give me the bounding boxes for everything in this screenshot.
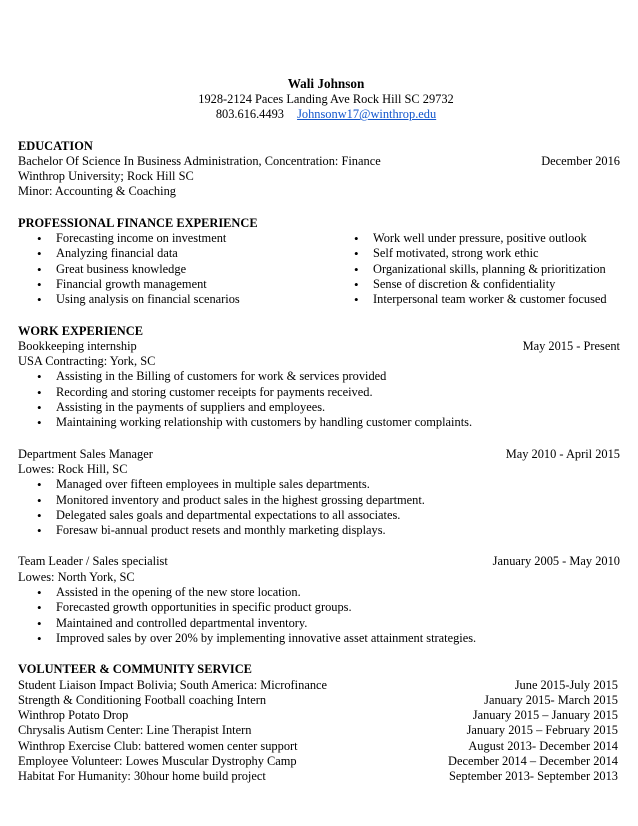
job-date: January 2005 - May 2010: [492, 554, 620, 569]
phone-number: 803.616.4493: [215, 107, 284, 122]
list-item: • Assisted in the opening of the new store location.: [18, 585, 620, 600]
volunteer-row: [18, 739, 620, 754]
job-title-row: [18, 339, 620, 354]
job-title-row: [18, 447, 620, 462]
work-heading: WORK EXPERIENCE: [18, 323, 143, 338]
job-entry: [18, 554, 620, 646]
list-item: • Forecasted growth opportunities in specific product groups.: [18, 600, 620, 615]
volunteer-row: [18, 754, 620, 769]
list-item: • Maintaining working relationship with customers by handling customer complaints.: [18, 415, 620, 430]
list-item: • Foresaw bi-annual product resets and monthly marketing displays.: [18, 523, 620, 538]
volunteer-name: Chrysalis Autism Center: Line Therapist Intern: [18, 723, 252, 738]
degree: Bachelor Of Science In Business Administration, Concentration: Finance: [18, 153, 381, 168]
job-role: Team Leader / Sales specialist: [18, 554, 168, 569]
volunteer-name: Strength & Conditioning Football coaching Intern: [18, 692, 267, 707]
job-entry: [18, 339, 620, 431]
job-entry: [18, 447, 620, 539]
volunteer-date: August 2013- December 2014: [468, 738, 618, 753]
list-item: • Great business knowledge: [18, 262, 335, 277]
job-bullets: [18, 477, 620, 538]
finance-heading: PROFESSIONAL FINANCE EXPERIENCE: [18, 215, 258, 230]
volunteer-row: [18, 769, 620, 784]
education-section: [18, 139, 620, 200]
volunteer-row: [18, 693, 620, 708]
list-item: • Assisting in the payments of suppliers and employees.: [18, 400, 620, 415]
list-item: • Using analysis on financial scenarios: [18, 292, 335, 307]
list-item: • Financial growth management: [18, 277, 335, 292]
job-date: May 2015 - Present: [522, 338, 620, 353]
minor: Minor: Accounting & Coaching: [18, 184, 176, 199]
list-item: • Improved sales by over 20% by implementing innovative asset attainment strategies.: [18, 631, 620, 646]
email-link[interactable]: Johnsonw17@winthrop.edu: [297, 107, 437, 122]
list-item: • Sense of discretion & confidentiality: [335, 277, 620, 292]
list-item: • Managed over fifteen employees in multiple sales departments.: [18, 477, 620, 492]
job-date: May 2010 - April 2015: [505, 446, 620, 461]
finance-section: [18, 216, 620, 308]
resume-header: [32, 76, 620, 123]
volunteer-name: Habitat For Humanity: 30hour home build project: [18, 769, 266, 784]
work-section: [18, 324, 620, 647]
resume-page: [18, 76, 620, 785]
volunteer-date: December 2014 – December 2014: [448, 753, 618, 768]
job-bullets: [18, 585, 620, 646]
list-item: • Maintained and controlled departmental inventory.: [18, 616, 620, 631]
degree-row: [18, 154, 620, 169]
list-item: • Self motivated, strong work ethic: [335, 246, 620, 261]
skills-left-list: [18, 231, 335, 307]
list-item: • Delegated sales goals and departmental expectations to all associates.: [18, 508, 620, 523]
volunteer-date: January 2015 – February 2015: [466, 723, 618, 738]
list-item: • Forecasting income on investment: [18, 231, 335, 246]
candidate-name: Wali Johnson: [287, 76, 365, 91]
address: 1928-2124 Paces Landing Ave Rock Hill SC 29732: [198, 92, 454, 106]
volunteer-row: [18, 708, 620, 723]
volunteer-row: [18, 678, 620, 693]
skills-right-list: [335, 231, 620, 307]
job-company: Lowes: Rock Hill, SC: [18, 461, 128, 476]
job-company: Lowes: North York, SC: [18, 569, 135, 584]
list-item: • Assisting in the Billing of customers for work & services provided: [18, 369, 620, 384]
job-company: USA Contracting: York, SC: [18, 354, 156, 369]
skills-columns: [18, 231, 620, 307]
volunteer-date: September 2013- September 2013: [449, 769, 618, 784]
volunteer-name: Student Liaison Impact Bolivia; South America: Microfinance: [18, 677, 328, 692]
volunteer-name: Winthrop Exercise Club: battered women center support: [18, 738, 298, 753]
volunteer-name: Employee Volunteer: Lowes Muscular Dystrophy Camp: [18, 753, 297, 768]
school: Winthrop University; Rock Hill SC: [18, 169, 194, 184]
volunteer-section: [18, 662, 620, 784]
job-role: Bookkeeping internship: [18, 338, 137, 353]
list-item: • Interpersonal team worker & customer focused: [335, 292, 620, 307]
volunteer-date: June 2015-July 2015: [514, 677, 618, 692]
volunteer-name: Winthrop Potato Drop: [18, 708, 129, 723]
job-title-row: [18, 554, 620, 569]
job-bullets: [18, 369, 620, 430]
degree-date: December 2016: [541, 153, 620, 168]
list-item: • Organizational skills, planning & prioritization: [335, 262, 620, 277]
volunteer-date: January 2015- March 2015: [484, 692, 618, 707]
list-item: • Analyzing financial data: [18, 246, 335, 261]
list-item: • Monitored inventory and product sales in the highest grossing department.: [18, 493, 620, 508]
education-heading: EDUCATION: [18, 138, 93, 153]
list-item: • Work well under pressure, positive outlook: [335, 231, 620, 246]
volunteer-heading: VOLUNTEER & COMMUNITY SERVICE: [18, 662, 252, 677]
job-role: Department Sales Manager: [18, 446, 153, 461]
list-item: • Recording and storing customer receipts for payments received.: [18, 385, 620, 400]
volunteer-row: [18, 723, 620, 738]
volunteer-date: January 2015 – January 2015: [472, 708, 618, 723]
contact-line: [32, 107, 620, 122]
